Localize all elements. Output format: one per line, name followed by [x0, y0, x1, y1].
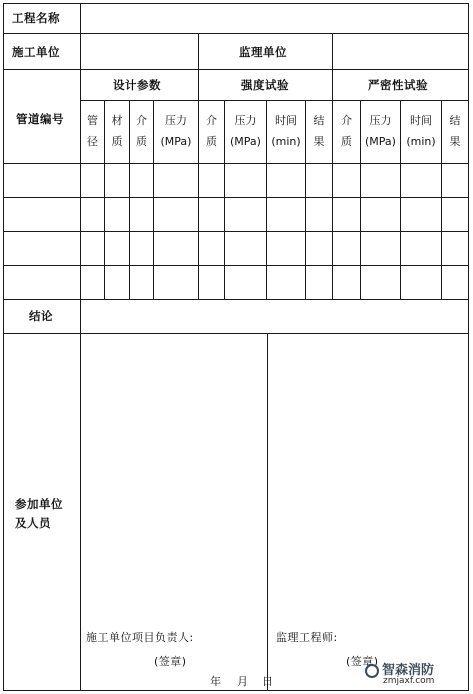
pipe-test-record-form: [3, 3, 469, 691]
project-name-label: 工程名称: [12, 11, 60, 25]
conclusion-label: 结论: [29, 309, 53, 323]
contractor-manager-label: 施工单位项目负责人:: [86, 631, 194, 644]
col-line: [80, 3, 81, 691]
col-header-pressure: 压力 (MPa): [160, 114, 192, 148]
col-header-tightness-medium: 介 质: [341, 114, 352, 148]
participants-label: 参加单位 及人员: [15, 497, 63, 530]
col-header-strength-result: 结 果: [313, 114, 325, 148]
tightness-test-label: 严密性试验: [368, 78, 428, 92]
col-header-strength-pressure: 压力 (MPa): [230, 114, 261, 148]
col-header-tightness-pressure: 压力 (MPa): [365, 114, 396, 148]
border-top: [3, 3, 469, 4]
watermark-brand: 智森消防: [382, 663, 435, 678]
row-line: [3, 333, 469, 334]
col-header-material: 材 质: [111, 114, 123, 148]
date-month: 月: [237, 675, 249, 688]
date-day: 日: [262, 675, 274, 688]
col-line: [198, 33, 199, 299]
strength-test-label: 强度试验: [241, 78, 289, 92]
supervision-unit-label: 监理单位: [239, 45, 287, 59]
watermark-logo-icon: [365, 664, 379, 678]
construction-unit-label: 施工单位: [12, 45, 60, 59]
contractor-seal-label: (签章): [154, 655, 187, 668]
row-line: [3, 299, 469, 300]
col-header-tightness-time: 时间 (min): [406, 114, 436, 148]
col-header-pipe-diameter: 管 径: [87, 114, 98, 148]
supervisor-seal-label: (签章): [346, 655, 379, 668]
border-right: [468, 3, 469, 691]
row-line: [3, 69, 469, 70]
supervisor-label: 监理工程师:: [276, 631, 338, 644]
watermark-url: zmjaxf.com: [383, 676, 435, 686]
col-header-tightness-result: 结 果: [449, 114, 461, 148]
border-bottom: [3, 690, 469, 691]
pipe-number-label: 管道编号: [16, 112, 64, 126]
date-year: 年: [210, 675, 222, 688]
design-params-label: 设计参数: [113, 78, 161, 92]
col-header-strength-time: 时间 (min): [271, 114, 301, 148]
col-line: [267, 333, 268, 691]
row-line: [80, 100, 469, 101]
border-left: [3, 3, 4, 691]
col-header-medium: 介 质: [136, 114, 147, 148]
col-line: [332, 33, 333, 299]
row-line: [3, 33, 469, 34]
col-header-strength-medium: 介 质: [206, 114, 217, 148]
